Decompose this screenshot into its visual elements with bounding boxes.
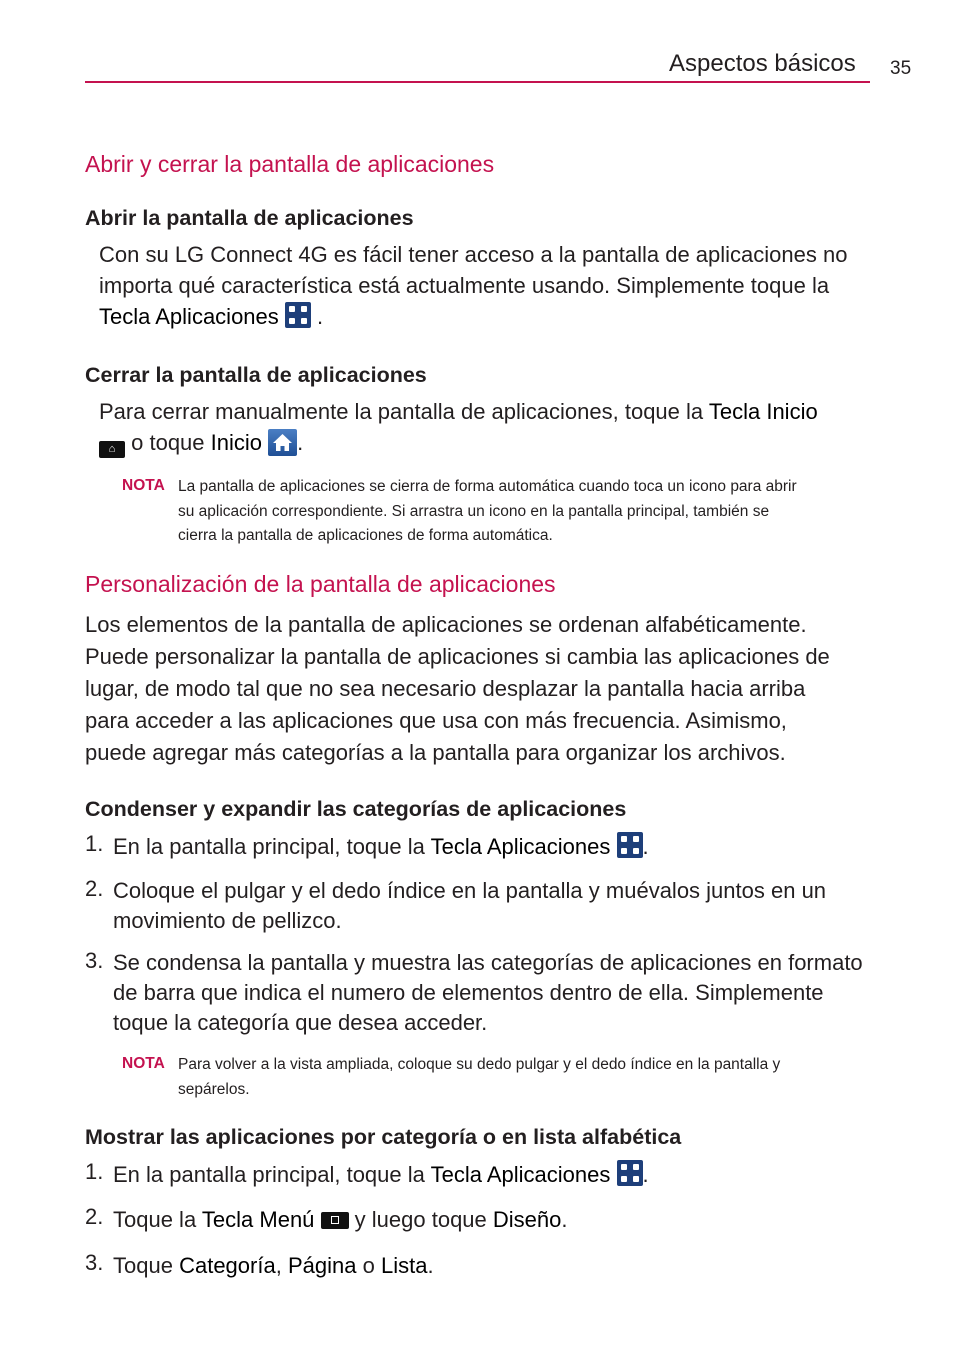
paragraph-open: [99, 239, 847, 332]
punctuation: .: [317, 304, 324, 329]
punctuation: .: [427, 1253, 434, 1278]
paragraph-line: [99, 301, 847, 332]
layout-option-label: Diseño: [492, 1207, 562, 1232]
text-segment: Para cerrar manualmente la pantalla de aplicaciones, toque la: [99, 399, 704, 424]
paragraph-close: [99, 396, 818, 458]
paragraph-line: [99, 396, 818, 427]
subsection-title-condense: Condenser y expandir las categorías de aplicaciones: [85, 797, 627, 821]
header-rule: [85, 81, 870, 83]
text-segment: En la pantalla principal, toque la: [113, 834, 425, 859]
section-title-customize: Personalización de la pantalla de aplicaciones: [85, 571, 556, 597]
text-segment: Toque: [113, 1253, 173, 1278]
note-line: La pantalla de aplicaciones se cierra de forma automática cuando toca un icono para abrir: [178, 478, 797, 495]
list-number: 3.: [85, 948, 104, 973]
paragraph-line: [99, 427, 818, 458]
home-label: Inicio: [210, 430, 263, 455]
punctuation: .: [561, 1207, 568, 1232]
list-item: [113, 1250, 434, 1281]
home-key-label: Tecla Inicio: [708, 399, 818, 424]
text-segment: y luego toque: [354, 1207, 487, 1232]
apps-key-label: Tecla Aplicaciones: [99, 304, 279, 329]
list-item: [113, 948, 863, 1038]
home-key-icon: ⌂: [99, 441, 125, 458]
paragraph-line: lugar, de modo tal que no sea necesario desplazar la pantalla hacia arriba: [85, 676, 806, 701]
punctuation: .: [642, 834, 649, 859]
text-segment: Toque la: [113, 1207, 197, 1232]
note-line: sepárelos.: [178, 1080, 250, 1098]
page-number: 35: [890, 58, 912, 79]
list-number: 2.: [85, 876, 104, 901]
apps-grid-icon: [617, 832, 643, 858]
apps-grid-icon: [617, 1160, 643, 1186]
punctuation: ,: [275, 1253, 282, 1278]
list-item: [113, 1159, 649, 1190]
apps-key-label: Tecla Aplicaciones: [430, 1162, 611, 1187]
list-number: 1.: [85, 831, 104, 856]
note-text: [178, 475, 797, 549]
category-option-label: Categoría: [179, 1253, 276, 1278]
apps-grid-icon: [285, 302, 311, 328]
list-line: de barra que indica el numero de elementos dentro de ella. Simplemente: [113, 980, 824, 1005]
note-text: [178, 1053, 780, 1102]
note-line: cierra la pantalla de aplicaciones de forma automática.: [178, 527, 553, 544]
running-header: Aspectos básicos: [669, 50, 856, 77]
text-segment: o: [362, 1253, 375, 1278]
apps-key-label: Tecla Aplicaciones: [430, 834, 611, 859]
paragraph-line: Los elementos de la pantalla de aplicaciones se ordenan alfabéticamente.: [85, 612, 807, 637]
paragraph-line: Puede personalizar la pantalla de aplicaciones si cambia las aplicaciones de: [85, 644, 830, 669]
list-option-label: Lista: [380, 1253, 428, 1278]
subsection-title-open: Abrir la pantalla de aplicaciones: [85, 206, 414, 230]
note-line: su aplicación correspondiente. Si arrastra un icono en la pantalla principal, también se: [178, 502, 770, 520]
paragraph-customize: [85, 609, 830, 769]
paragraph-line: puede agregar más categorías a la pantalla para organizar los archivos.: [85, 740, 786, 765]
punctuation: .: [642, 1162, 649, 1187]
subsection-title-close: Cerrar la pantalla de aplicaciones: [85, 363, 427, 387]
list-item: [113, 876, 826, 936]
note-line: Para volver a la vista ampliada, coloque su dedo pulgar y el dedo índice en la pantalla y: [178, 1056, 781, 1073]
note-label: NOTA: [122, 1055, 165, 1072]
list-line: movimiento de pellizco.: [113, 908, 342, 933]
list-number: 1.: [85, 1159, 104, 1184]
list-number: 3.: [85, 1250, 104, 1275]
page-option-label: Página: [287, 1253, 357, 1278]
list-line: Coloque el pulgar y el dedo índice en la pantalla y muévalos juntos en un: [113, 878, 827, 903]
menu-key-label: Tecla Menú: [201, 1207, 315, 1232]
subsection-title-show: Mostrar las aplicaciones por categoría o en lista alfabética: [85, 1125, 682, 1149]
paragraph-line: Con su LG Connect 4G es fácil tener acceso a la pantalla de aplicaciones no: [99, 242, 848, 267]
paragraph-line: importa qué característica está actualmente usando. Simplemente toque la: [99, 273, 830, 298]
text-segment: En la pantalla principal, toque la: [113, 1162, 425, 1187]
menu-key-icon: [321, 1212, 349, 1229]
paragraph-line: para acceder a las aplicaciones que usa con más frecuencia. Asimismo,: [85, 708, 787, 733]
list-number: 2.: [85, 1204, 104, 1229]
list-line: toque la categoría que desea acceder.: [113, 1010, 488, 1035]
note-label: NOTA: [122, 477, 165, 494]
home-icon: [268, 429, 297, 456]
text-segment: o toque: [131, 430, 205, 455]
list-item: [113, 831, 649, 862]
section-title-open-close: Abrir y cerrar la pantalla de aplicaciones: [85, 151, 495, 177]
list-item: [113, 1204, 568, 1235]
punctuation: .: [297, 430, 304, 455]
list-line: Se condensa la pantalla y muestra las categorías de aplicaciones en formato: [113, 950, 863, 975]
